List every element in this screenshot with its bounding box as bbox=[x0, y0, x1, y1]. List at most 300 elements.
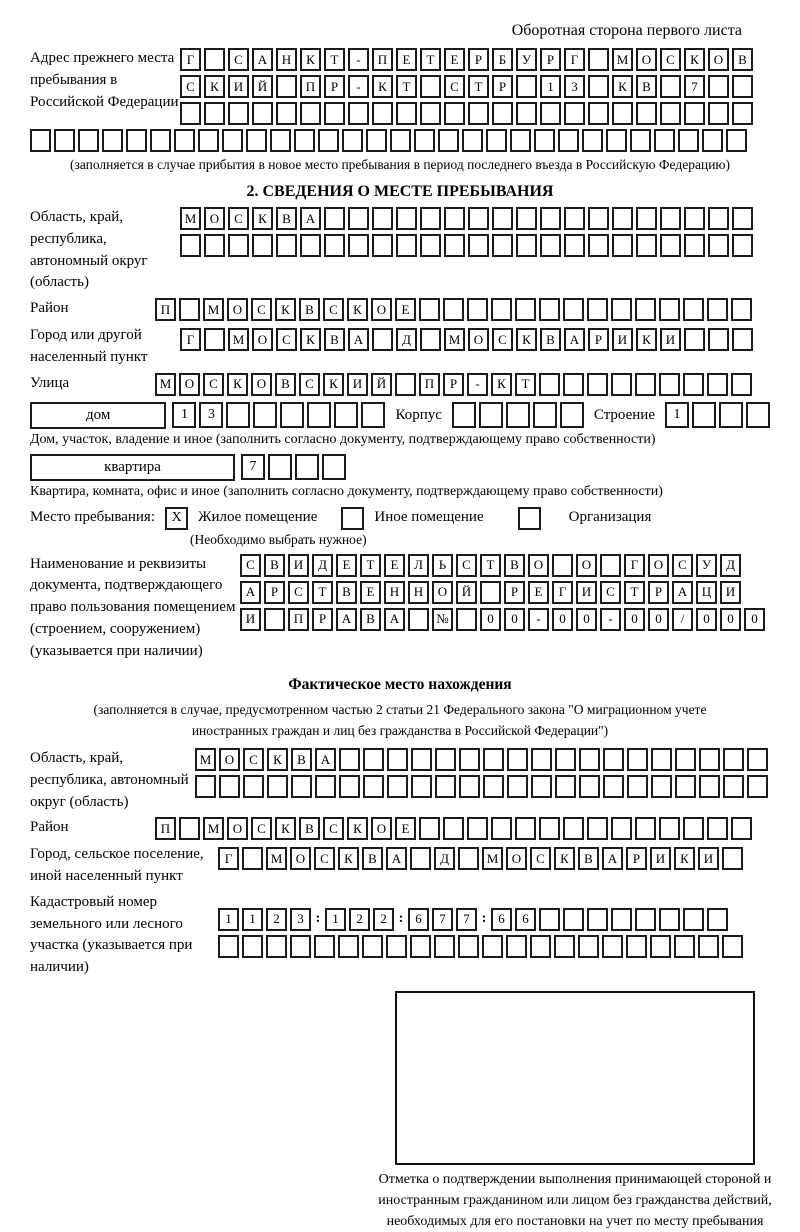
char-cell[interactable] bbox=[222, 129, 243, 152]
char-cell[interactable] bbox=[674, 935, 695, 958]
char-cell[interactable] bbox=[731, 298, 752, 321]
char-cell[interactable] bbox=[602, 935, 623, 958]
char-cell[interactable] bbox=[587, 373, 608, 396]
char-cell[interactable] bbox=[719, 402, 743, 428]
char-cell[interactable] bbox=[540, 102, 561, 125]
char-cell[interactable] bbox=[204, 328, 225, 351]
char-cell[interactable]: Н bbox=[384, 581, 405, 604]
char-cell[interactable]: В bbox=[362, 847, 383, 870]
char-cell[interactable] bbox=[587, 817, 608, 840]
char-cell[interactable]: М bbox=[612, 48, 633, 71]
char-cell[interactable]: К bbox=[347, 817, 368, 840]
char-cell[interactable]: О bbox=[506, 847, 527, 870]
char-cell[interactable] bbox=[588, 234, 609, 257]
char-cell[interactable] bbox=[486, 129, 507, 152]
char-cell[interactable]: К bbox=[323, 373, 344, 396]
char-cell[interactable]: 1 bbox=[218, 908, 239, 931]
char-cell[interactable]: Т bbox=[420, 48, 441, 71]
char-cell[interactable] bbox=[684, 102, 705, 125]
char-cell[interactable]: И bbox=[650, 847, 671, 870]
char-cell[interactable] bbox=[198, 129, 219, 152]
char-cell[interactable] bbox=[506, 935, 527, 958]
char-cell[interactable]: К bbox=[612, 75, 633, 98]
char-cell[interactable]: С bbox=[492, 328, 513, 351]
char-cell[interactable]: - bbox=[348, 75, 369, 98]
char-cell[interactable]: П bbox=[419, 373, 440, 396]
char-cell[interactable]: И bbox=[228, 75, 249, 98]
char-cell[interactable] bbox=[322, 454, 346, 480]
char-cell[interactable] bbox=[396, 102, 417, 125]
char-cell[interactable] bbox=[438, 129, 459, 152]
char-cell[interactable]: В bbox=[336, 581, 357, 604]
char-cell[interactable]: М bbox=[482, 847, 503, 870]
char-cell[interactable]: В bbox=[276, 207, 297, 230]
char-cell[interactable] bbox=[338, 935, 359, 958]
char-cell[interactable]: Р bbox=[504, 581, 525, 604]
char-cell[interactable] bbox=[603, 775, 624, 798]
char-cell[interactable] bbox=[707, 908, 728, 931]
char-cell[interactable]: М bbox=[266, 847, 287, 870]
char-cell[interactable] bbox=[462, 129, 483, 152]
char-cell[interactable]: Т bbox=[624, 581, 645, 604]
char-cell[interactable]: О bbox=[251, 373, 272, 396]
char-cell[interactable] bbox=[276, 234, 297, 257]
char-cell[interactable] bbox=[372, 328, 393, 351]
char-cell[interactable] bbox=[30, 129, 51, 152]
char-cell[interactable]: № bbox=[432, 608, 453, 631]
char-cell[interactable] bbox=[228, 102, 249, 125]
char-cell[interactable] bbox=[588, 75, 609, 98]
char-cell[interactable] bbox=[627, 775, 648, 798]
char-cell[interactable] bbox=[483, 748, 504, 771]
char-cell[interactable] bbox=[534, 129, 555, 152]
char-cell[interactable]: К bbox=[636, 328, 657, 351]
char-cell[interactable] bbox=[636, 234, 657, 257]
char-cell[interactable] bbox=[726, 129, 747, 152]
char-cell[interactable] bbox=[467, 817, 488, 840]
char-cell[interactable] bbox=[443, 298, 464, 321]
char-cell[interactable]: 0 bbox=[720, 608, 741, 631]
char-cell[interactable] bbox=[699, 775, 720, 798]
char-cell[interactable]: О bbox=[219, 748, 240, 771]
char-cell[interactable] bbox=[339, 775, 360, 798]
char-cell[interactable] bbox=[531, 748, 552, 771]
char-cell[interactable]: - bbox=[467, 373, 488, 396]
char-cell[interactable] bbox=[307, 402, 331, 428]
char-cell[interactable] bbox=[126, 129, 147, 152]
char-cell[interactable] bbox=[468, 207, 489, 230]
char-cell[interactable]: О bbox=[227, 298, 248, 321]
char-cell[interactable] bbox=[732, 328, 753, 351]
char-cell[interactable]: О bbox=[576, 554, 597, 577]
char-cell[interactable] bbox=[372, 102, 393, 125]
char-cell[interactable] bbox=[651, 775, 672, 798]
char-cell[interactable] bbox=[515, 817, 536, 840]
char-cell[interactable] bbox=[612, 102, 633, 125]
char-cell[interactable]: Н bbox=[408, 581, 429, 604]
char-cell[interactable] bbox=[443, 817, 464, 840]
char-cell[interactable] bbox=[315, 775, 336, 798]
char-cell[interactable] bbox=[539, 298, 560, 321]
char-cell[interactable]: С bbox=[600, 581, 621, 604]
char-cell[interactable]: 0 bbox=[480, 608, 501, 631]
char-cell[interactable] bbox=[732, 207, 753, 230]
char-cell[interactable] bbox=[348, 102, 369, 125]
char-cell[interactable]: Р bbox=[540, 48, 561, 71]
char-cell[interactable] bbox=[635, 298, 656, 321]
char-cell[interactable]: Т bbox=[396, 75, 417, 98]
char-cell[interactable] bbox=[675, 748, 696, 771]
char-cell[interactable] bbox=[552, 554, 573, 577]
char-cell[interactable]: 6 bbox=[491, 908, 512, 931]
char-cell[interactable]: Е bbox=[444, 48, 465, 71]
char-cell[interactable]: 6 bbox=[408, 908, 429, 931]
char-cell[interactable] bbox=[659, 908, 680, 931]
char-cell[interactable] bbox=[252, 234, 273, 257]
char-cell[interactable] bbox=[554, 935, 575, 958]
char-cell[interactable] bbox=[540, 207, 561, 230]
char-cell[interactable] bbox=[411, 748, 432, 771]
char-cell[interactable]: П bbox=[155, 817, 176, 840]
char-cell[interactable]: Й bbox=[456, 581, 477, 604]
char-cell[interactable] bbox=[300, 234, 321, 257]
char-cell[interactable]: Р bbox=[648, 581, 669, 604]
char-cell[interactable]: 0 bbox=[504, 608, 525, 631]
char-cell[interactable] bbox=[264, 608, 285, 631]
char-cell[interactable] bbox=[683, 817, 704, 840]
char-cell[interactable] bbox=[419, 298, 440, 321]
char-cell[interactable] bbox=[660, 75, 681, 98]
char-cell[interactable] bbox=[650, 935, 671, 958]
checkbox-other-premises[interactable] bbox=[341, 507, 364, 530]
char-cell[interactable] bbox=[361, 402, 385, 428]
char-cell[interactable] bbox=[387, 748, 408, 771]
char-cell[interactable] bbox=[707, 298, 728, 321]
char-cell[interactable] bbox=[654, 129, 675, 152]
char-cell[interactable]: С bbox=[323, 817, 344, 840]
char-cell[interactable]: Г bbox=[624, 554, 645, 577]
char-cell[interactable]: О bbox=[636, 48, 657, 71]
char-cell[interactable]: С bbox=[660, 48, 681, 71]
char-cell[interactable]: К bbox=[300, 328, 321, 351]
char-cell[interactable]: К bbox=[491, 373, 512, 396]
char-cell[interactable] bbox=[555, 748, 576, 771]
char-cell[interactable] bbox=[366, 129, 387, 152]
char-cell[interactable]: Л bbox=[408, 554, 429, 577]
char-cell[interactable] bbox=[746, 402, 770, 428]
char-cell[interactable]: А bbox=[240, 581, 261, 604]
char-cell[interactable]: О bbox=[432, 581, 453, 604]
char-cell[interactable] bbox=[334, 402, 358, 428]
char-cell[interactable] bbox=[731, 373, 752, 396]
char-cell[interactable]: С bbox=[314, 847, 335, 870]
char-cell[interactable] bbox=[276, 75, 297, 98]
char-cell[interactable] bbox=[179, 817, 200, 840]
char-cell[interactable]: 0 bbox=[696, 608, 717, 631]
char-cell[interactable]: Р bbox=[626, 847, 647, 870]
char-cell[interactable] bbox=[295, 454, 319, 480]
char-cell[interactable]: С bbox=[323, 298, 344, 321]
char-cell[interactable]: 3 bbox=[290, 908, 311, 931]
char-cell[interactable] bbox=[611, 373, 632, 396]
char-cell[interactable] bbox=[195, 775, 216, 798]
char-cell[interactable] bbox=[651, 748, 672, 771]
char-cell[interactable]: 3 bbox=[199, 402, 223, 428]
char-cell[interactable]: Т bbox=[312, 581, 333, 604]
char-cell[interactable] bbox=[732, 102, 753, 125]
char-cell[interactable]: 2 bbox=[373, 908, 394, 931]
char-cell[interactable] bbox=[539, 817, 560, 840]
char-cell[interactable] bbox=[564, 234, 585, 257]
char-cell[interactable]: Д bbox=[720, 554, 741, 577]
checkbox-organization[interactable] bbox=[518, 507, 541, 530]
char-cell[interactable] bbox=[683, 373, 704, 396]
char-cell[interactable] bbox=[578, 935, 599, 958]
char-cell[interactable] bbox=[516, 207, 537, 230]
char-cell[interactable]: 7 bbox=[456, 908, 477, 931]
char-cell[interactable]: Р bbox=[588, 328, 609, 351]
char-cell[interactable]: П bbox=[288, 608, 309, 631]
char-cell[interactable] bbox=[530, 935, 551, 958]
char-cell[interactable]: Р bbox=[492, 75, 513, 98]
char-cell[interactable]: - bbox=[600, 608, 621, 631]
char-cell[interactable] bbox=[683, 298, 704, 321]
char-cell[interactable] bbox=[434, 935, 455, 958]
char-cell[interactable] bbox=[219, 775, 240, 798]
char-cell[interactable]: 7 bbox=[241, 454, 265, 480]
char-cell[interactable] bbox=[515, 298, 536, 321]
char-cell[interactable]: К bbox=[204, 75, 225, 98]
char-cell[interactable] bbox=[179, 298, 200, 321]
char-cell[interactable]: Р bbox=[468, 48, 489, 71]
char-cell[interactable] bbox=[444, 207, 465, 230]
char-cell[interactable]: С bbox=[276, 328, 297, 351]
char-cell[interactable] bbox=[492, 207, 513, 230]
char-cell[interactable]: Г bbox=[180, 328, 201, 351]
char-cell[interactable] bbox=[588, 48, 609, 71]
char-cell[interactable] bbox=[660, 207, 681, 230]
char-cell[interactable] bbox=[396, 207, 417, 230]
char-cell[interactable]: С bbox=[203, 373, 224, 396]
char-cell[interactable] bbox=[612, 207, 633, 230]
char-cell[interactable] bbox=[684, 207, 705, 230]
char-cell[interactable] bbox=[420, 75, 441, 98]
char-cell[interactable] bbox=[180, 102, 201, 125]
char-cell[interactable]: Н bbox=[276, 48, 297, 71]
char-cell[interactable] bbox=[482, 935, 503, 958]
char-cell[interactable]: / bbox=[672, 608, 693, 631]
char-cell[interactable] bbox=[386, 935, 407, 958]
char-cell[interactable]: Г bbox=[552, 581, 573, 604]
char-cell[interactable]: Ь bbox=[432, 554, 453, 577]
char-cell[interactable] bbox=[698, 935, 719, 958]
char-cell[interactable]: 0 bbox=[576, 608, 597, 631]
char-cell[interactable] bbox=[54, 129, 75, 152]
char-cell[interactable] bbox=[420, 207, 441, 230]
char-cell[interactable]: М bbox=[180, 207, 201, 230]
char-cell[interactable] bbox=[563, 298, 584, 321]
char-cell[interactable]: У bbox=[516, 48, 537, 71]
char-cell[interactable] bbox=[242, 935, 263, 958]
char-cell[interactable] bbox=[588, 102, 609, 125]
char-cell[interactable] bbox=[635, 908, 656, 931]
char-cell[interactable] bbox=[468, 102, 489, 125]
char-cell[interactable] bbox=[294, 129, 315, 152]
char-cell[interactable] bbox=[324, 234, 345, 257]
char-cell[interactable]: Е bbox=[395, 298, 416, 321]
char-cell[interactable]: И bbox=[347, 373, 368, 396]
char-cell[interactable] bbox=[420, 328, 441, 351]
char-cell[interactable] bbox=[587, 298, 608, 321]
char-cell[interactable] bbox=[479, 402, 503, 428]
char-cell[interactable] bbox=[635, 817, 656, 840]
char-cell[interactable] bbox=[539, 373, 560, 396]
char-cell[interactable]: С bbox=[672, 554, 693, 577]
char-cell[interactable]: Т bbox=[324, 48, 345, 71]
char-cell[interactable]: У bbox=[696, 554, 717, 577]
char-cell[interactable] bbox=[683, 908, 704, 931]
char-cell[interactable] bbox=[516, 75, 537, 98]
char-cell[interactable] bbox=[372, 234, 393, 257]
char-cell[interactable]: И bbox=[720, 581, 741, 604]
char-cell[interactable]: П bbox=[372, 48, 393, 71]
char-cell[interactable]: С bbox=[228, 207, 249, 230]
char-cell[interactable]: В bbox=[578, 847, 599, 870]
char-cell[interactable] bbox=[692, 402, 716, 428]
char-cell[interactable]: В bbox=[636, 75, 657, 98]
char-cell[interactable]: С bbox=[240, 554, 261, 577]
char-cell[interactable]: О bbox=[179, 373, 200, 396]
char-cell[interactable] bbox=[563, 373, 584, 396]
char-cell[interactable] bbox=[339, 748, 360, 771]
char-cell[interactable]: И bbox=[612, 328, 633, 351]
char-cell[interactable] bbox=[732, 234, 753, 257]
char-cell[interactable]: К bbox=[554, 847, 575, 870]
char-cell[interactable] bbox=[324, 102, 345, 125]
char-cell[interactable] bbox=[708, 75, 729, 98]
char-cell[interactable]: А bbox=[348, 328, 369, 351]
char-cell[interactable]: Д bbox=[434, 847, 455, 870]
char-cell[interactable]: М bbox=[203, 298, 224, 321]
char-cell[interactable] bbox=[659, 298, 680, 321]
char-cell[interactable]: А bbox=[672, 581, 693, 604]
char-cell[interactable] bbox=[150, 129, 171, 152]
char-cell[interactable] bbox=[587, 908, 608, 931]
char-cell[interactable] bbox=[507, 775, 528, 798]
char-cell[interactable] bbox=[363, 775, 384, 798]
char-cell[interactable] bbox=[516, 102, 537, 125]
char-cell[interactable] bbox=[722, 847, 743, 870]
char-cell[interactable]: Т bbox=[480, 554, 501, 577]
char-cell[interactable] bbox=[626, 935, 647, 958]
char-cell[interactable]: 2 bbox=[349, 908, 370, 931]
char-cell[interactable]: Й bbox=[252, 75, 273, 98]
char-cell[interactable] bbox=[390, 129, 411, 152]
char-cell[interactable]: К bbox=[275, 817, 296, 840]
char-cell[interactable] bbox=[611, 908, 632, 931]
char-cell[interactable] bbox=[387, 775, 408, 798]
char-cell[interactable] bbox=[722, 935, 743, 958]
char-cell[interactable]: Р bbox=[312, 608, 333, 631]
char-cell[interactable] bbox=[699, 748, 720, 771]
char-cell[interactable]: П bbox=[300, 75, 321, 98]
char-cell[interactable]: И bbox=[698, 847, 719, 870]
char-cell[interactable] bbox=[659, 373, 680, 396]
char-cell[interactable]: А bbox=[315, 748, 336, 771]
char-cell[interactable] bbox=[630, 129, 651, 152]
char-cell[interactable]: О bbox=[252, 328, 273, 351]
char-cell[interactable]: О bbox=[468, 328, 489, 351]
char-cell[interactable]: Б bbox=[492, 48, 513, 71]
char-cell[interactable]: С bbox=[444, 75, 465, 98]
apartment-type-box[interactable]: квартира bbox=[30, 454, 235, 481]
char-cell[interactable]: В bbox=[275, 373, 296, 396]
char-cell[interactable]: Г bbox=[180, 48, 201, 71]
char-cell[interactable]: М bbox=[444, 328, 465, 351]
char-cell[interactable]: С bbox=[243, 748, 264, 771]
char-cell[interactable] bbox=[579, 748, 600, 771]
char-cell[interactable] bbox=[314, 935, 335, 958]
char-cell[interactable] bbox=[435, 748, 456, 771]
char-cell[interactable]: А bbox=[336, 608, 357, 631]
char-cell[interactable] bbox=[678, 129, 699, 152]
char-cell[interactable]: С bbox=[288, 581, 309, 604]
char-cell[interactable] bbox=[342, 129, 363, 152]
char-cell[interactable] bbox=[627, 748, 648, 771]
char-cell[interactable]: Р bbox=[264, 581, 285, 604]
char-cell[interactable] bbox=[600, 554, 621, 577]
char-cell[interactable]: К bbox=[338, 847, 359, 870]
char-cell[interactable]: К bbox=[267, 748, 288, 771]
char-cell[interactable]: О bbox=[371, 817, 392, 840]
char-cell[interactable]: А bbox=[386, 847, 407, 870]
char-cell[interactable] bbox=[506, 402, 530, 428]
char-cell[interactable] bbox=[708, 234, 729, 257]
char-cell[interactable] bbox=[582, 129, 603, 152]
char-cell[interactable] bbox=[252, 102, 273, 125]
char-cell[interactable] bbox=[268, 454, 292, 480]
char-cell[interactable] bbox=[747, 775, 768, 798]
char-cell[interactable] bbox=[708, 102, 729, 125]
char-cell[interactable]: В bbox=[264, 554, 285, 577]
char-cell[interactable] bbox=[468, 234, 489, 257]
char-cell[interactable] bbox=[708, 328, 729, 351]
char-cell[interactable]: П bbox=[155, 298, 176, 321]
char-cell[interactable] bbox=[290, 935, 311, 958]
char-cell[interactable] bbox=[723, 775, 744, 798]
char-cell[interactable]: О bbox=[204, 207, 225, 230]
char-cell[interactable]: С bbox=[180, 75, 201, 98]
char-cell[interactable]: Д bbox=[396, 328, 417, 351]
char-cell[interactable]: К bbox=[674, 847, 695, 870]
char-cell[interactable]: 0 bbox=[552, 608, 573, 631]
char-cell[interactable]: Д bbox=[312, 554, 333, 577]
char-cell[interactable] bbox=[280, 402, 304, 428]
char-cell[interactable]: Й bbox=[371, 373, 392, 396]
char-cell[interactable] bbox=[723, 748, 744, 771]
char-cell[interactable] bbox=[419, 817, 440, 840]
char-cell[interactable] bbox=[318, 129, 339, 152]
char-cell[interactable]: А bbox=[252, 48, 273, 71]
char-cell[interactable] bbox=[291, 775, 312, 798]
char-cell[interactable] bbox=[491, 817, 512, 840]
char-cell[interactable]: И bbox=[660, 328, 681, 351]
char-cell[interactable]: С bbox=[251, 817, 272, 840]
char-cell[interactable]: 1 bbox=[325, 908, 346, 931]
char-cell[interactable] bbox=[226, 402, 250, 428]
char-cell[interactable] bbox=[491, 298, 512, 321]
char-cell[interactable]: К bbox=[300, 48, 321, 71]
